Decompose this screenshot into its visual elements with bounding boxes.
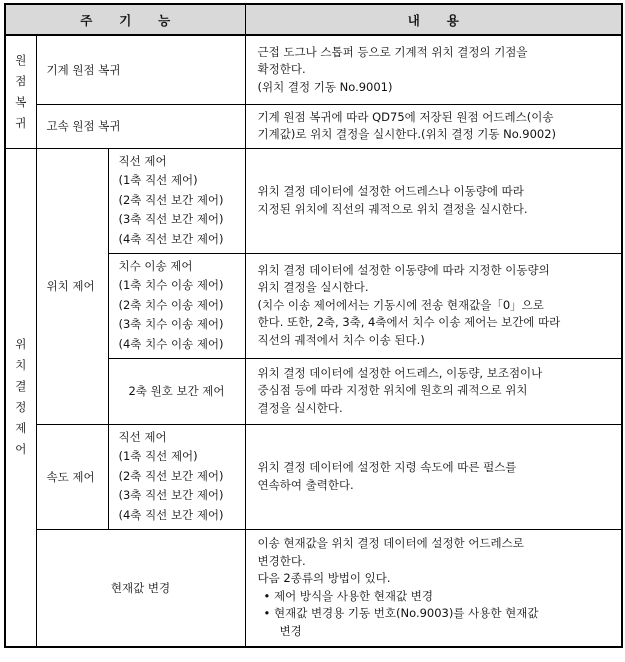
row-machine-origin xyxy=(5,35,622,104)
group-origin-return: 원 점 복 귀 xyxy=(5,35,36,148)
desc-fast-origin: 기계 원점 복귀에 따라 QD75에 저장된 원점 어드레스(이송 기계값)로 위치 결정을 실시한다.(위치 결정 기동 No.9002) xyxy=(245,104,622,148)
list-fixed-feed: 치수 이송 제어 (1축 치수 이송 제어) (2축 치수 이송 제어) (3축 치수 이송 제어) (4축 치수 이송 제어) xyxy=(108,253,245,358)
list-linear-control: 직선 제어 (1축 직선 제어) (2축 직선 보간 제어) (3축 직선 보간 제어) (4축 직선 보간 제어) xyxy=(108,148,245,253)
desc-speed-control: 위치 결정 데이터에 설정한 지령 속도에 따른 펄스를 연속하여 출력한다. xyxy=(245,424,622,529)
desc-circular: 위치 결정 데이터에 설정한 어드레스, 이동량, 보조점이나 중심점 등에 따라 지정한 위치에 원호의 궤적으로 위치 결정을 실시한다. xyxy=(245,358,622,424)
desc-machine-origin: 근접 도그나 스톱퍼 등으로 기계적 위치 결정의 기점을 확정한다. (위치 결정 기동 No.9001) xyxy=(245,35,622,104)
label-current-change: 현재값 변경 xyxy=(36,529,245,647)
row-fast-origin xyxy=(5,104,622,148)
function-table xyxy=(4,3,623,648)
list-speed-control: 직선 제어 (1축 직선 제어) (2축 직선 보간 제어) (3축 직선 보간 제어) (4축 직선 보간 제어) xyxy=(108,424,245,529)
label-circular: 2축 원호 보간 제어 xyxy=(108,358,245,424)
row-speed-control xyxy=(5,424,622,529)
label-machine-origin: 기계 원점 복귀 xyxy=(36,35,245,104)
header-row xyxy=(5,4,622,35)
desc-fixed-feed: 위치 결정 데이터에 설정한 이동량에 따라 지정한 이동량의 위치 결정을 실시한다. (치수 이송 제어에서는 기동시에 전송 현재값을「0」으로 한다. 또한, 2축, 3축, 4축에서 치수 이송 제어는 보간에 따라 직선의 궤적에서 치수 이송 된다.) xyxy=(245,253,622,358)
row-current-change xyxy=(5,529,622,647)
label-fast-origin: 고속 원점 복귀 xyxy=(36,104,245,148)
group-positioning-control: 위 치 결 정 제 어 xyxy=(5,148,36,647)
desc-linear-control: 위치 결정 데이터에 설정한 어드레스나 이동량에 따라 지정된 위치에 직선의 궤적으로 위치 결정을 실시한다. xyxy=(245,148,622,253)
header-content: 내 용 xyxy=(245,4,622,35)
label-speed-control: 속도 제어 xyxy=(36,424,108,529)
desc-current-change: 이송 현재값을 위치 결정 데이터에 설정한 어드레스로 변경한다. 다음 2종류의 방법이 있다. • 제어 방식을 사용한 현재값 변경 • 현재값 변경용 기동 번호(No.9003)를 사용한 현재값 변경 xyxy=(245,529,622,647)
row-linear-control xyxy=(5,148,622,253)
header-function: 주 기 능 xyxy=(5,4,245,35)
label-position-control: 위치 제어 xyxy=(36,148,108,424)
